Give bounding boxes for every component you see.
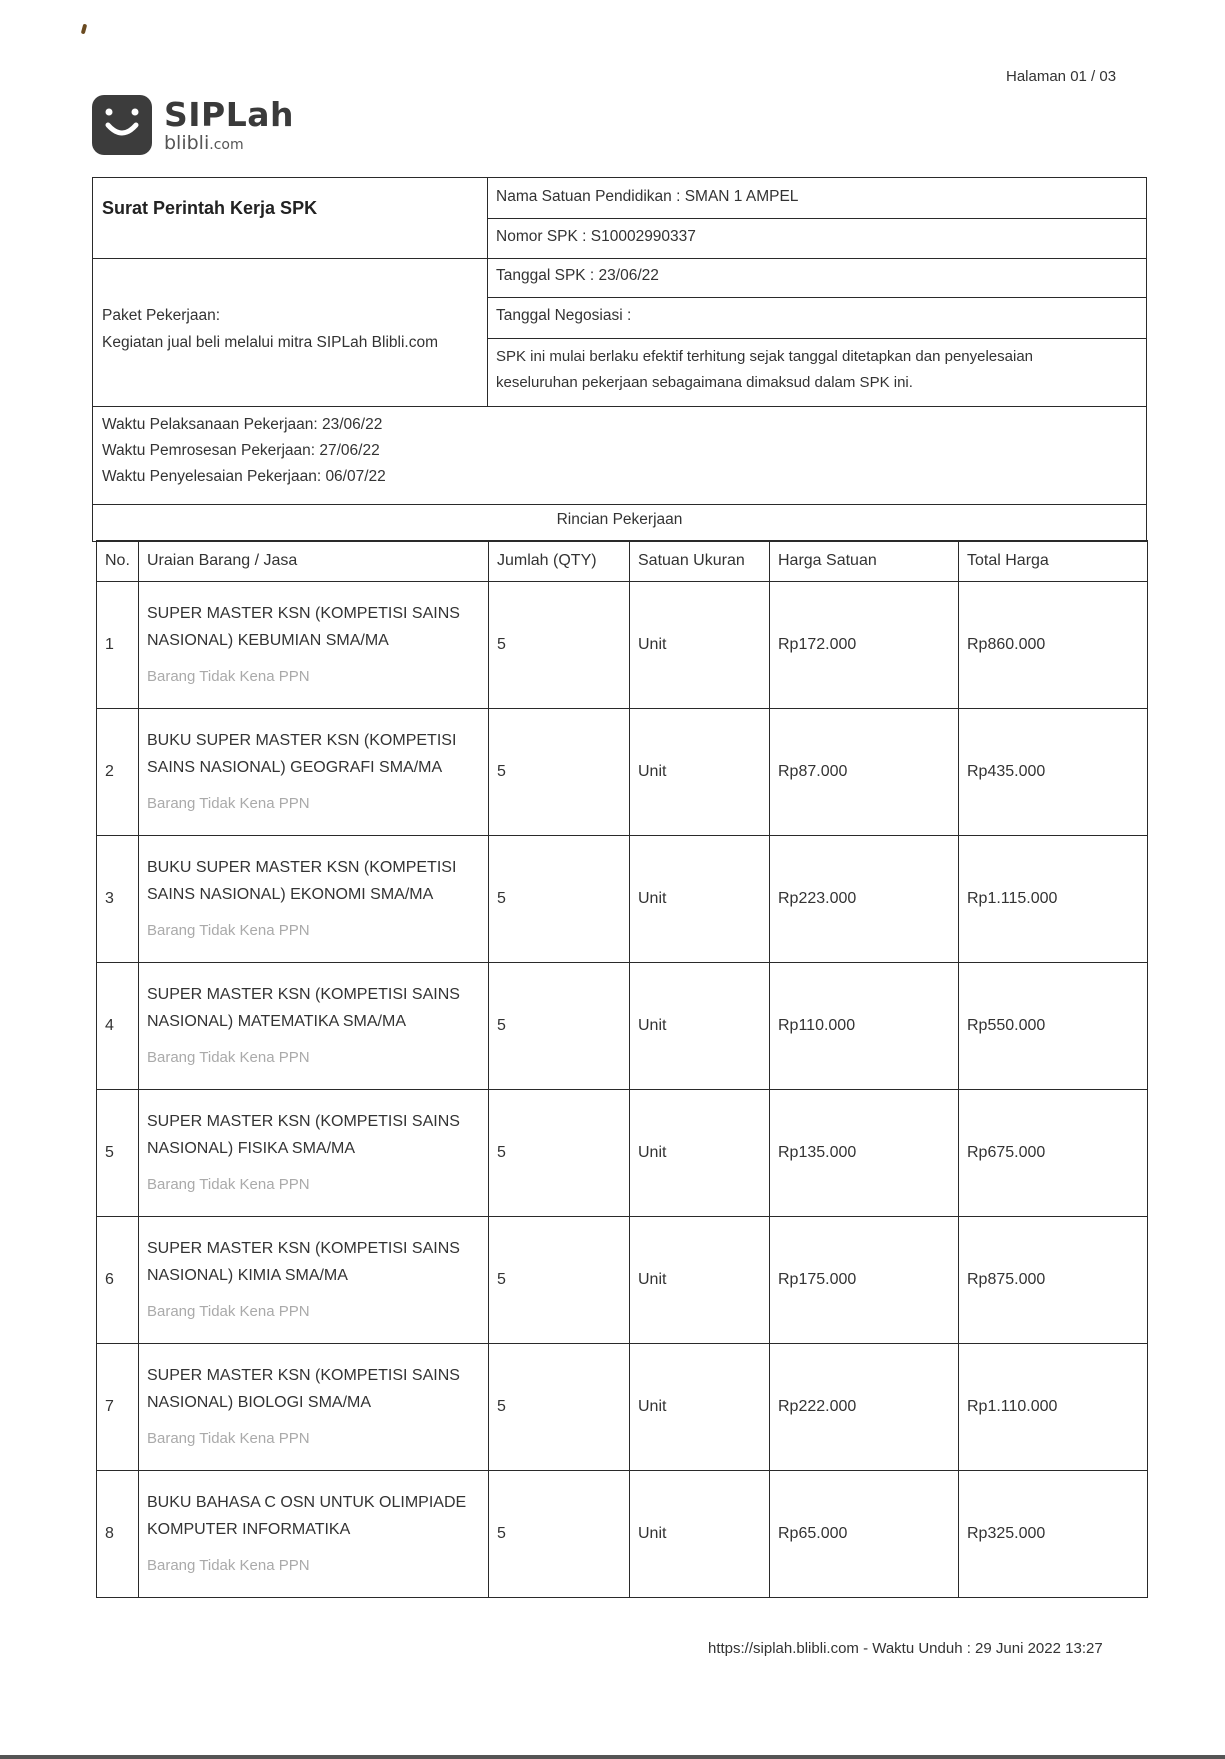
footer-download-info: https://siplah.blibli.com - Waktu Unduh : 29 Juni 2022 13:27 xyxy=(708,1640,1103,1657)
item-unit-price: Rp65.000 xyxy=(770,1471,959,1598)
item-description xyxy=(139,709,489,836)
item-total: Rp435.000 xyxy=(959,709,1148,836)
table-row xyxy=(97,836,1148,963)
item-tax-note: Barang Tidak Kena PPN xyxy=(147,1557,310,1575)
col-header-no: No. xyxy=(97,541,139,582)
table-row xyxy=(97,1471,1148,1598)
item-unit-price: Rp172.000 xyxy=(770,582,959,709)
item-description xyxy=(139,1217,489,1344)
col-header-unit: Satuan Ukuran xyxy=(630,541,770,582)
table-row xyxy=(97,1217,1148,1344)
item-qty: 5 xyxy=(489,1344,630,1471)
item-total: Rp860.000 xyxy=(959,582,1148,709)
item-description xyxy=(139,1471,489,1598)
item-qty: 5 xyxy=(489,1217,630,1344)
header-divider-left xyxy=(92,258,487,259)
document-title: Surat Perintah Kerja SPK xyxy=(102,198,318,218)
item-no: 4 xyxy=(97,963,139,1090)
header-divider-right-3 xyxy=(487,297,1147,298)
item-total: Rp550.000 xyxy=(959,963,1148,1090)
siplah-logo xyxy=(92,95,294,155)
item-description xyxy=(139,582,489,709)
item-desc-line-1: SUPER MASTER KSN (KOMPETISI SAINS xyxy=(147,1240,460,1258)
item-qty: 5 xyxy=(489,1090,630,1217)
item-total: Rp875.000 xyxy=(959,1217,1148,1344)
validity-note-line-1: SPK ini mulai berlaku efektif terhitung sejak tanggal ditetapkan dan penyelesaian xyxy=(496,348,1034,365)
item-unit: Unit xyxy=(630,709,770,836)
details-title: Rincian Pekerjaan xyxy=(556,511,683,528)
item-description xyxy=(139,1090,489,1217)
logo-subtitle xyxy=(164,131,294,154)
items-table xyxy=(96,540,1148,1598)
item-desc-line-1: BUKU SUPER MASTER KSN (KOMPETISI xyxy=(147,859,457,877)
execution-time: Waktu Pelaksanaan Pekerjaan: 23/06/22 xyxy=(102,416,383,433)
item-desc-line-2: NASIONAL) MATEMATIKA SMA/MA xyxy=(147,1013,406,1031)
item-unit-price: Rp175.000 xyxy=(770,1217,959,1344)
item-tax-note: Barang Tidak Kena PPN xyxy=(147,1176,310,1194)
item-desc-line-1: BUKU BAHASA C OSN UNTUK OLIMPIADE xyxy=(147,1494,467,1512)
item-qty: 5 xyxy=(489,709,630,836)
table-row xyxy=(97,709,1148,836)
processing-time: Waktu Pemrosesan Pekerjaan: 27/06/22 xyxy=(102,442,380,459)
header-divider-right-1 xyxy=(487,218,1147,219)
item-tax-note: Barang Tidak Kena PPN xyxy=(147,1049,310,1067)
col-header-unit-price: Harga Satuan xyxy=(770,541,959,582)
header-divider-right-4 xyxy=(487,338,1147,339)
item-desc-line-2: NASIONAL) FISIKA SMA/MA xyxy=(147,1140,356,1158)
item-total: Rp1.110.000 xyxy=(959,1344,1148,1471)
package-label: Paket Pekerjaan: xyxy=(102,307,221,324)
item-tax-note: Barang Tidak Kena PPN xyxy=(147,1430,310,1448)
scan-edge xyxy=(0,1755,1225,1759)
item-tax-note: Barang Tidak Kena PPN xyxy=(147,922,310,940)
item-tax-note: Barang Tidak Kena PPN xyxy=(147,668,310,686)
item-qty: 5 xyxy=(489,1471,630,1598)
item-no: 6 xyxy=(97,1217,139,1344)
table-row xyxy=(97,963,1148,1090)
scan-speck xyxy=(81,24,87,35)
smiley-bag-icon xyxy=(92,95,152,155)
spk-date: Tanggal SPK : 23/06/22 xyxy=(496,267,659,284)
item-unit-price: Rp135.000 xyxy=(770,1090,959,1217)
item-total: Rp1.115.000 xyxy=(959,836,1148,963)
item-unit: Unit xyxy=(630,1217,770,1344)
item-desc-line-2: NASIONAL) BIOLOGI SMA/MA xyxy=(147,1394,372,1412)
item-desc-line-2: SAINS NASIONAL) EKONOMI SMA/MA xyxy=(147,886,434,904)
item-no: 8 xyxy=(97,1471,139,1598)
table-row xyxy=(97,1090,1148,1217)
item-no: 1 xyxy=(97,582,139,709)
item-unit: Unit xyxy=(630,963,770,1090)
item-desc-line-2: SAINS NASIONAL) GEOGRAFI SMA/MA xyxy=(147,759,443,777)
item-desc-line-1: BUKU SUPER MASTER KSN (KOMPETISI xyxy=(147,732,457,750)
table-row xyxy=(97,1344,1148,1471)
col-header-qty: Jumlah (QTY) xyxy=(489,541,630,582)
item-desc-line-1: SUPER MASTER KSN (KOMPETISI SAINS xyxy=(147,1113,460,1131)
item-unit: Unit xyxy=(630,1090,770,1217)
item-unit: Unit xyxy=(630,1471,770,1598)
item-qty: 5 xyxy=(489,963,630,1090)
item-unit: Unit xyxy=(630,1344,770,1471)
item-description xyxy=(139,836,489,963)
item-qty: 5 xyxy=(489,582,630,709)
item-tax-note: Barang Tidak Kena PPN xyxy=(147,1303,310,1321)
item-qty: 5 xyxy=(489,836,630,963)
col-header-description: Uraian Barang / Jasa xyxy=(139,541,489,582)
completion-time: Waktu Penyelesaian Pekerjaan: 06/07/22 xyxy=(102,468,386,485)
logo-sub-tld: .com xyxy=(209,136,244,153)
item-unit: Unit xyxy=(630,582,770,709)
logo-title: SIPLah xyxy=(164,94,295,134)
logo-sub-name: blibli xyxy=(164,131,210,154)
package-description: Kegiatan jual beli melalui mitra SIPLah Blibli.com xyxy=(102,334,438,351)
item-desc-line-1: SUPER MASTER KSN (KOMPETISI SAINS xyxy=(147,605,460,623)
header-divider-full xyxy=(92,406,1147,407)
item-total: Rp675.000 xyxy=(959,1090,1148,1217)
item-unit-price: Rp222.000 xyxy=(770,1344,959,1471)
col-header-total: Total Harga xyxy=(959,541,1148,582)
page-number: Halaman 01 / 03 xyxy=(1006,68,1117,85)
item-unit-price: Rp223.000 xyxy=(770,836,959,963)
item-unit-price: Rp87.000 xyxy=(770,709,959,836)
item-total: Rp325.000 xyxy=(959,1471,1148,1598)
item-desc-line-1: SUPER MASTER KSN (KOMPETISI SAINS xyxy=(147,1367,460,1385)
item-no: 3 xyxy=(97,836,139,963)
table-header-row xyxy=(97,541,1148,582)
item-no: 7 xyxy=(97,1344,139,1471)
validity-note-line-2: keseluruhan pekerjaan sebagaimana dimaksud dalam SPK ini. xyxy=(496,374,913,391)
spk-number: Nomor SPK : S10002990337 xyxy=(496,228,696,245)
item-tax-note: Barang Tidak Kena PPN xyxy=(147,795,310,813)
header-divider-vertical xyxy=(487,177,488,406)
school-name: Nama Satuan Pendidikan : SMAN 1 AMPEL xyxy=(496,188,799,205)
negotiation-date: Tanggal Negosiasi : xyxy=(496,307,632,324)
header-divider-right-2 xyxy=(487,258,1147,259)
item-desc-line-1: SUPER MASTER KSN (KOMPETISI SAINS xyxy=(147,986,460,1004)
item-no: 5 xyxy=(97,1090,139,1217)
item-description xyxy=(139,1344,489,1471)
item-unit-price: Rp110.000 xyxy=(770,963,959,1090)
item-no: 2 xyxy=(97,709,139,836)
item-desc-line-2: NASIONAL) KIMIA SMA/MA xyxy=(147,1267,348,1285)
item-description xyxy=(139,963,489,1090)
table-row xyxy=(97,582,1148,709)
item-unit: Unit xyxy=(630,836,770,963)
item-desc-line-2: KOMPUTER INFORMATIKA xyxy=(147,1521,351,1539)
item-desc-line-2: NASIONAL) KEBUMIAN SMA/MA xyxy=(147,632,389,650)
